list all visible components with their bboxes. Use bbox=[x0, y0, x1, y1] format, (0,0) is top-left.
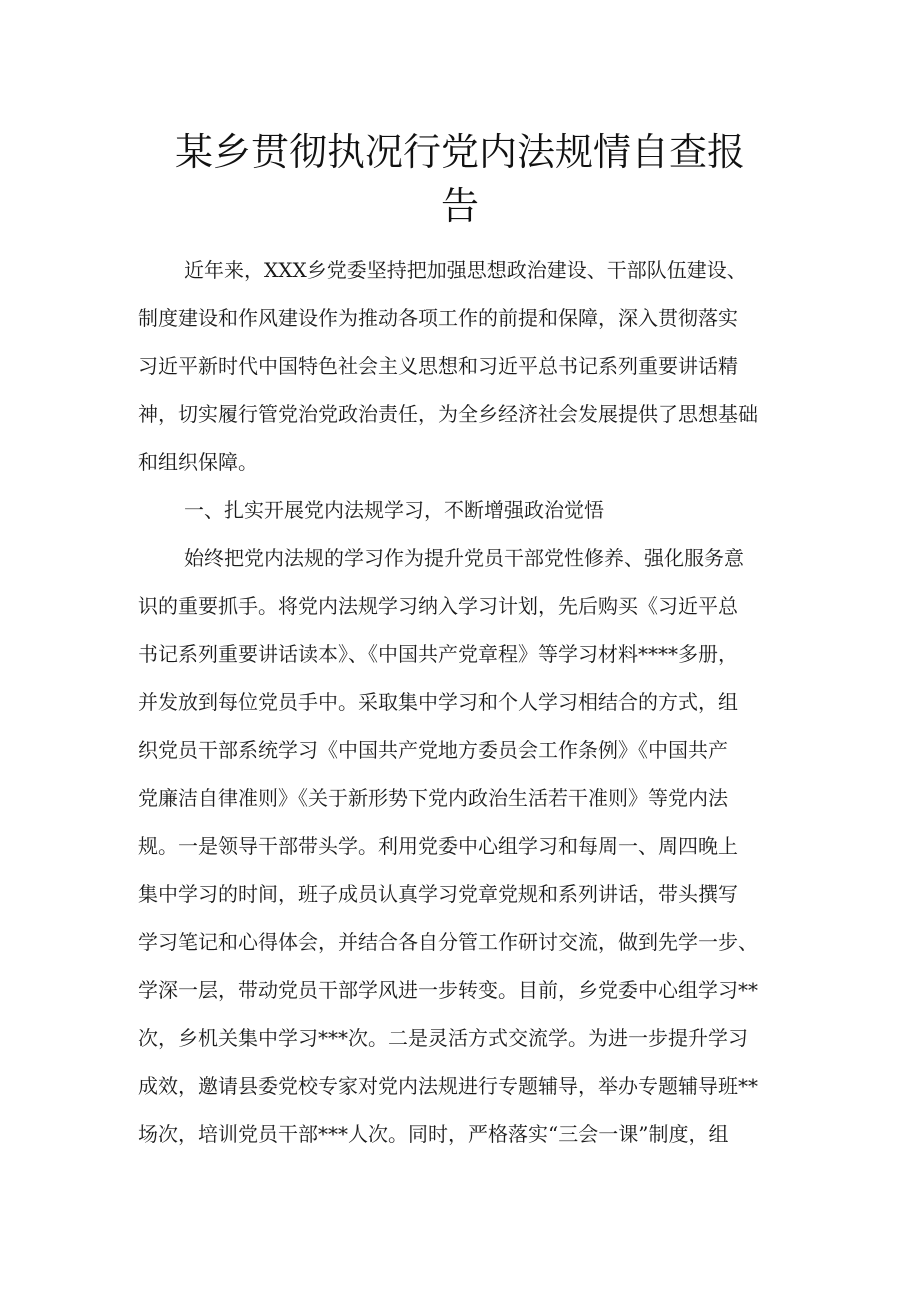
body-line: 一、扎实开展党内法规学习，不断增强政治觉悟 bbox=[184, 498, 604, 522]
body-line: 次，乡机关集中学习***次。二是灵活方式交流学。为进一步提升学习 bbox=[138, 1026, 748, 1050]
document-title-line-1: 某乡贯彻执况行党内法规情自查报 bbox=[174, 130, 745, 174]
body-line: 习近平新时代中国特色社会主义思想和习近平总书记系列重要讲话精 bbox=[138, 354, 738, 378]
body-line: 场次，培训党员干部***人次。同时，严格落实“三会一课”制度，组 bbox=[138, 1122, 729, 1146]
body-line: 制度建设和作风建设作为推动各项工作的前提和保障，深入贯彻落实 bbox=[138, 306, 738, 330]
body-line: 和组织保障。 bbox=[138, 450, 258, 474]
body-line: 成效，邀请县委党校专家对党内法规进行专题辅导，举办专题辅导班** bbox=[138, 1074, 758, 1098]
body-line: 学深一层，带动党员干部学风进一步转变。目前，乡党委中心组学习** bbox=[138, 978, 758, 1002]
body-line: 织党员干部系统学习《中国共产党地方委员会工作条例》《中国共产 bbox=[138, 738, 728, 762]
body-line: 神，切实履行管党治党政治责任，为全乡经济社会发展提供了思想基础 bbox=[138, 402, 758, 426]
body-line: 并发放到每位党员手中。采取集中学习和个人学习相结合的方式，组 bbox=[138, 690, 738, 714]
body-line: 规。一是领导干部带头学。利用党委中心组学习和每周一、周四晚上 bbox=[138, 834, 738, 858]
body-line: 党廉洁自律准则》《关于新形势下党内政治生活若干准则》等党内法 bbox=[138, 786, 728, 810]
body-line: 始终把党内法规的学习作为提升党员干部党性修养、强化服务意 bbox=[184, 546, 744, 570]
document-title-line-2: 告 bbox=[440, 184, 479, 228]
body-line: 书记系列重要讲话读本》、《中国共产党章程》等学习材料****多册， bbox=[138, 642, 738, 666]
document-body bbox=[138, 246, 788, 1158]
body-line: 集中学习的时间，班子成员认真学习党章党规和系列讲话，带头撰写 bbox=[138, 882, 738, 906]
body-line: 识的重要抓手。将党内法规学习纳入学习计划，先后购买《习近平总 bbox=[138, 594, 738, 618]
body-line: 学习笔记和心得体会，并结合各自分管工作研讨交流，做到先学一步、 bbox=[138, 930, 758, 954]
body-line: 近年来，XXX乡党委坚持把加强思想政治建设、干部队伍建设、 bbox=[184, 258, 747, 282]
